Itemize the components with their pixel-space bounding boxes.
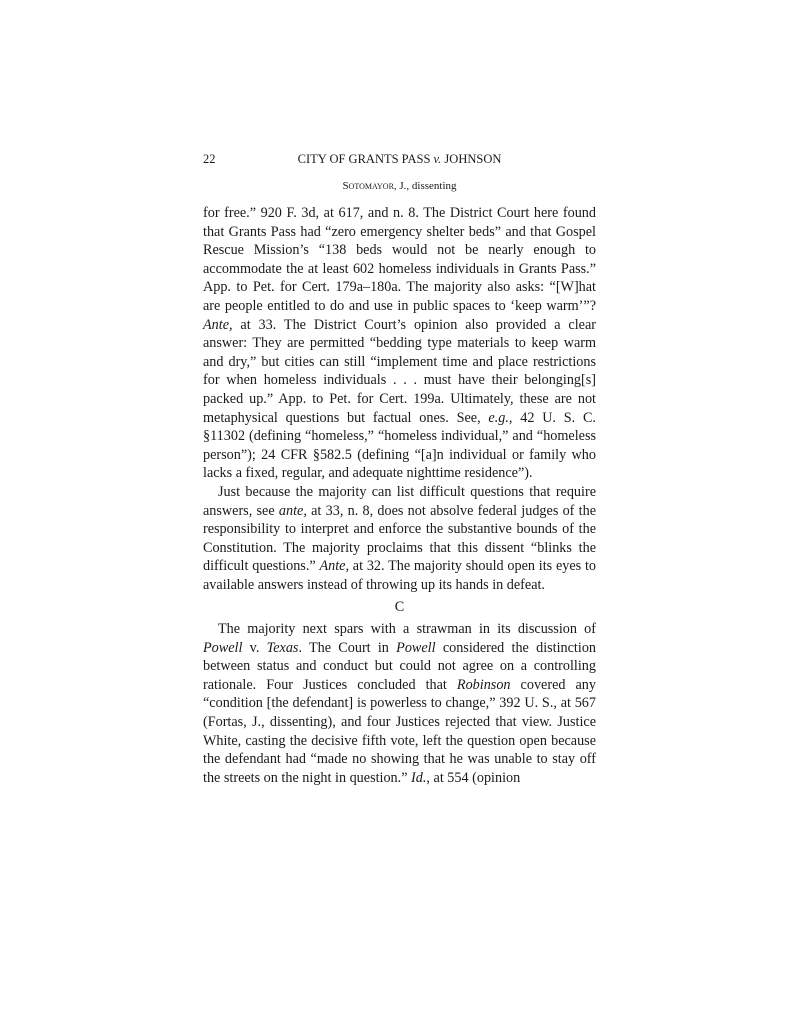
opinion-body xyxy=(203,204,596,787)
section-heading: C xyxy=(394,599,405,616)
paragraph: The majority next spars with a strawman in its discussion of Powell v. Texas. The Court in Powell considered the distinction between status and conduct but could not agree on a controlling rationale. Four Justices concluded that Robinson covered any “condition [the defendant] is powerless to change,” 392 U. S., at 567 (Fortas, J., dissenting), and four Justices rejected that view. Justice White, casting the decisive fifth vote, left the question open because the defendant had “made no showing that he was unable to stay off the streets on the night in question.” Id., at 554 (opinion xyxy=(203,621,597,786)
page-number: 22 xyxy=(203,152,216,166)
paragraph: Just because the majority can list difficult questions that require answers, see ante, at 33, n. 8, does not absolve federal judges of the responsibility to interpret and enforce the substantive bounds of the Constitution. The majority proclaims that this dissent “blinks the difficult questions.” Ante, at 32. The majority should open its eyes to available answers instead of throwing up its hands in defeat. xyxy=(203,483,597,593)
paragraph-continued: for free.” 920 F. 3d, at 617, and n. 8. The District Court here found that Grants Pass had “zero emergency shelter beds” and that Gospel Rescue Mission’s “138 beds would not be nearly enough to accommodate the at least 602 homeless individuals in Grants Pass.” App. to Pet. for Cert. 179a–180a. The majority also asks: “[W]hat are people entitled to do and use in public spaces to ‘keep warm’”? Ante, at 33. The District Court’s opinion also provided a clear answer: They are permitted “bedding type materials to keep warm and dry,” but cities can still “implement time and place restrictions for when homeless individuals . . . must have their belonging[s] packed up.” App. to Pet. for Cert. 199a. Ultimately, these are not metaphysical questions but factual ones. See, e.g., 42 U. S. C. §11302 (defining “homeless,” “homeless individual,” and “homeless person”); 24 CFR §582.5 (defining “[a]n individual or family who lacks a fixed, regular, and adequate nighttime residence”). xyxy=(203,205,596,482)
running-head xyxy=(203,151,596,167)
opinion-label: Sotomayor, J., dissenting xyxy=(342,180,457,192)
case-title: CITY OF GRANTS PASS v. JOHNSON xyxy=(297,152,502,166)
